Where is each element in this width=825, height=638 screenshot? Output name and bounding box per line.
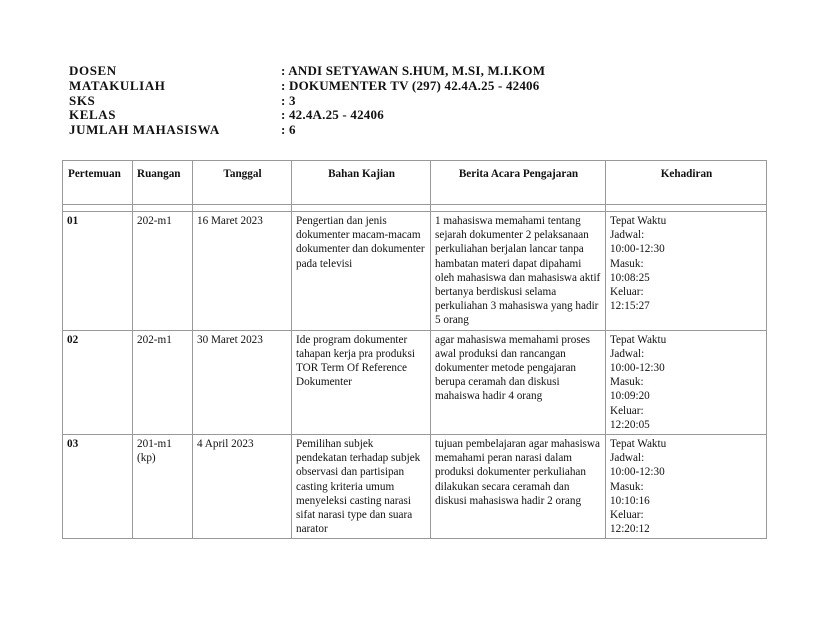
cell-kehadiran xyxy=(606,212,767,331)
cell-ruangan: 202-m1 xyxy=(133,330,193,434)
header-label: KELAS xyxy=(69,107,117,123)
cell-berita-acara: tujuan pembelajaran agar mahasiswa memahami peran narasi dalam produksi dokumenter perkuliahan dilakukan secara ceramah dan diskusi mahasiswa hadir 2 orang xyxy=(431,435,606,539)
table-row xyxy=(63,435,767,539)
header-value: : 42.4A.25 - 42406 xyxy=(281,107,384,123)
kehadiran-keluar-value: 12:20:05 xyxy=(610,418,650,431)
cell-tanggal: 16 Maret 2023 xyxy=(193,212,292,331)
kehadiran-masuk-label: Masuk: xyxy=(610,480,644,493)
header-value: : ANDI SETYAWAN S.HUM, M.SI, M.I.KOM xyxy=(281,63,546,78)
header-value: : 3 xyxy=(281,92,296,108)
cell-ruangan: 202-m1 xyxy=(133,212,193,331)
kehadiran-masuk-value: 10:08:25 xyxy=(610,271,650,284)
cell-pertemuan: 01 xyxy=(63,212,133,331)
header-row-jumlah-mahasiswa xyxy=(69,123,545,138)
header-value: : 6 xyxy=(281,122,296,138)
kehadiran-masuk-label: Masuk: xyxy=(610,257,644,270)
cell-pertemuan: 02 xyxy=(63,330,133,434)
cell-kehadiran xyxy=(606,435,767,539)
kehadiran-jadwal-label: Jadwal: xyxy=(610,452,645,465)
cell-pertemuan: 03 xyxy=(63,435,133,539)
header-label: JUMLAH MAHASISWA xyxy=(69,122,220,138)
course-header xyxy=(69,64,545,138)
column-header-ruangan: Ruangan xyxy=(133,161,193,205)
cell-berita-acara: agar mahasiswa memahami proses awal produksi dan rancangan dokumenter metode pengajaran berupa ceramah dan diskusi mahaiswa hadir 4 orang xyxy=(431,330,606,434)
kehadiran-status: Tepat Waktu xyxy=(610,333,667,346)
spacer-cell xyxy=(63,205,133,212)
kehadiran-masuk-value: 10:10:16 xyxy=(610,494,650,507)
spacer-cell xyxy=(431,205,606,212)
table-header-row xyxy=(63,161,767,205)
spacer-cell xyxy=(133,205,193,212)
spacer-row xyxy=(63,205,767,212)
header-value: : DOKUMENTER TV (297) 42.4A.25 - 42406 xyxy=(281,77,540,93)
header-label: MATAKULIAH xyxy=(69,77,166,93)
cell-tanggal: 4 April 2023 xyxy=(193,435,292,539)
cell-bahan-kajian: Pemilihan subjek pendekatan terhadap subjek observasi dan partisipan casting kriteria umum menyeleksi casting narasi sifat narasi type dan suara narator xyxy=(292,435,431,539)
kehadiran-status: Tepat Waktu xyxy=(610,438,667,451)
kehadiran-jadwal-value: 10:00-12:30 xyxy=(610,243,665,256)
spacer-cell xyxy=(193,205,292,212)
header-row-dosen xyxy=(69,64,545,79)
column-header-tanggal: Tanggal xyxy=(193,161,292,205)
kehadiran-keluar-label: Keluar: xyxy=(610,286,644,299)
header-row-kelas xyxy=(69,108,545,123)
header-row-matakuliah xyxy=(69,79,545,94)
kehadiran-jadwal-value: 10:00-12:30 xyxy=(610,362,665,375)
kehadiran-masuk-label: Masuk: xyxy=(610,376,644,389)
header-label: SKS xyxy=(69,92,96,108)
cell-ruangan: 201-m1 (kp) xyxy=(133,435,193,539)
kehadiran-status: Tepat Waktu xyxy=(610,215,667,227)
spacer-cell xyxy=(292,205,431,212)
kehadiran-jadwal-label: Jadwal: xyxy=(610,347,645,360)
kehadiran-keluar-label: Keluar: xyxy=(610,404,644,417)
column-header-kehadiran: Kehadiran xyxy=(606,161,767,205)
header-label: DOSEN xyxy=(69,63,117,78)
column-header-bahan-kajian: Bahan Kajian xyxy=(292,161,431,205)
cell-kehadiran xyxy=(606,330,767,434)
cell-bahan-kajian: Pengertian dan jenis dokumenter macam-macam dokumenter dan dokumenter pada televisi xyxy=(292,212,431,331)
kehadiran-keluar-value: 12:15:27 xyxy=(610,300,650,313)
kehadiran-keluar-label: Keluar: xyxy=(610,509,644,522)
kehadiran-keluar-value: 12:20:12 xyxy=(610,523,650,536)
kehadiran-jadwal-value: 10:00-12:30 xyxy=(610,466,665,479)
cell-bahan-kajian: Ide program dokumenter tahapan kerja pra produksi TOR Term Of Reference Dokumenter xyxy=(292,330,431,434)
cell-tanggal: 30 Maret 2023 xyxy=(193,330,292,434)
table-row xyxy=(63,212,767,331)
column-header-pertemuan: Pertemuan xyxy=(63,161,133,205)
table-row xyxy=(63,330,767,434)
header-row-sks xyxy=(69,94,545,109)
kehadiran-masuk-value: 10:09:20 xyxy=(610,390,650,403)
attendance-table xyxy=(62,160,767,539)
cell-berita-acara: 1 mahasiswa memahami tentang sejarah dokumenter 2 pelaksanaan perkuliahan berjalan lancar tanpa hambatan materi dapat dipahami oleh mahasiswa dan mahasiswa aktif bertanya berdiskusi selama perkuliahan 3 mahasiswa yang hadir 5 orang xyxy=(431,212,606,331)
spacer-cell xyxy=(606,205,767,212)
kehadiran-jadwal-label: Jadwal: xyxy=(610,229,645,242)
column-header-berita-acara: Berita Acara Pengajaran xyxy=(431,161,606,205)
